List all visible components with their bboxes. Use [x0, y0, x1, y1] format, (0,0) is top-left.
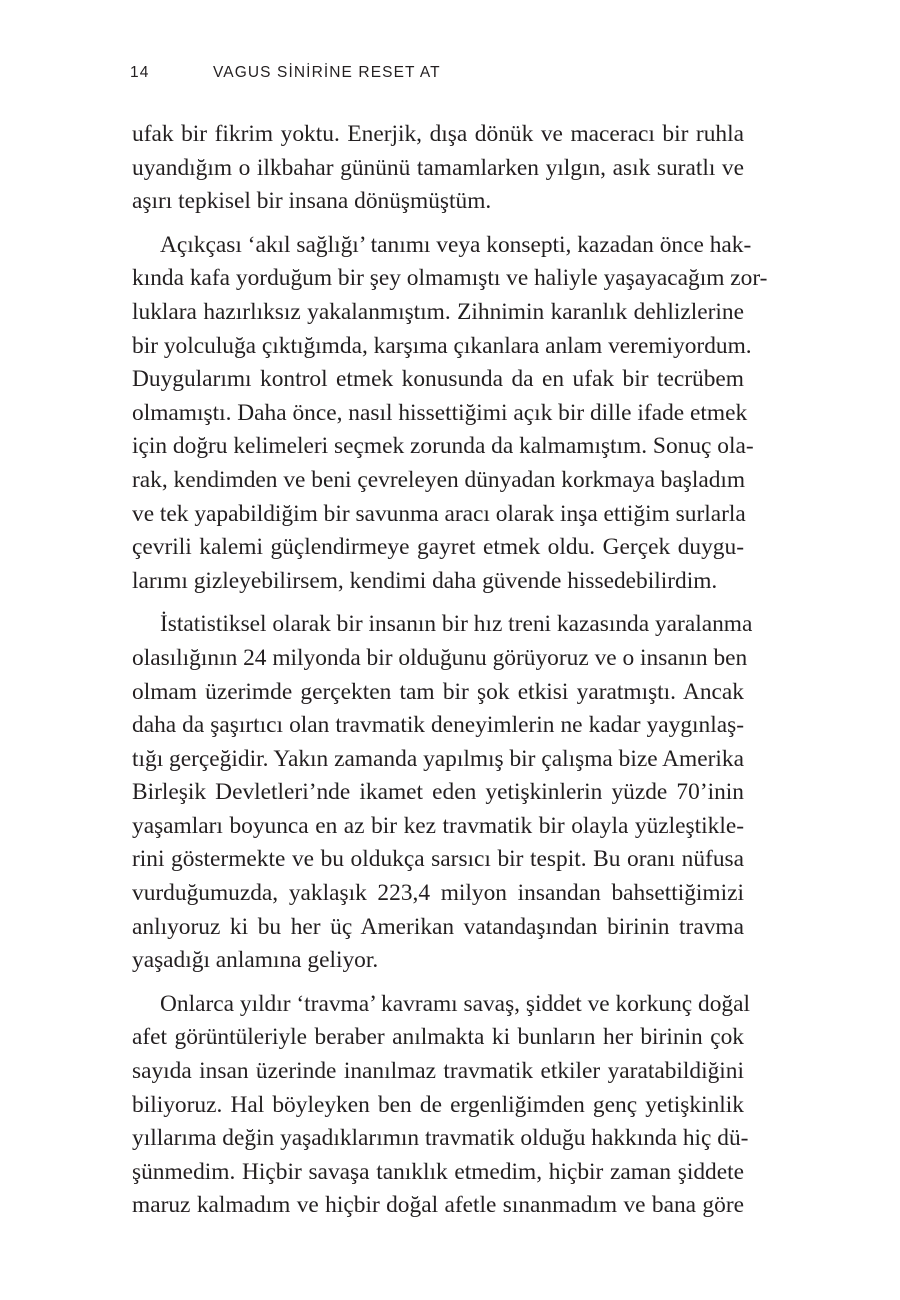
text-line: tığı gerçeğidir. Yakın zamanda yapılmış bir çalışma bize Amerika	[132, 745, 744, 772]
text-line: olasılığının 24 milyonda bir olduğunu görüyoruz ve o insanın ben	[132, 644, 748, 671]
text-line: çevrili kalemi güçlendirmeye gayret etmek oldu. Gerçek duygu-	[132, 534, 744, 561]
paragraph-3	[132, 608, 753, 978]
text-line: Duygularımı kontrol etmek konusunda da en ufak bir tecrübem	[132, 366, 744, 393]
text-line: kında kafa yorduğum bir şey olmamıştı ve haliyle yaşayacağım zor-	[132, 265, 768, 292]
text-line: luklara hazırlıksız yakalanmıştım. Zihnimin karanlık dehlizlerine	[132, 298, 744, 325]
text-line: yıllarıma değin yaşadıklarımın travmatik olduğu hakkında hiç dü-	[132, 1125, 749, 1152]
text-line: bir yolculuğa çıktığımda, karşıma çıkanlara anlam veremiyordum.	[132, 332, 752, 359]
text-line: olmamıştı. Daha önce, nasıl hissettiğimi açık bir dille ifade etmek	[132, 399, 748, 426]
text-line: biliyoruz. Hal böyleyken ben de ergenliğimden genç yetişkinlik	[132, 1091, 744, 1118]
book-title: VAGUS SİNİRİNE RESET AT	[213, 64, 441, 81]
text-line: için doğru kelimeleri seçmek zorunda da kalmamıştım. Sonuç ola-	[132, 433, 754, 460]
text-line: şünmedim. Hiçbir savaşa tanıklık etmedim, hiçbir zaman şiddete	[132, 1158, 744, 1185]
text-line: sayıda insan üzerinde inanılmaz travmatik etkiler yaratabildiğini	[132, 1058, 744, 1085]
text-line: Açıkçası ‘akıl sağlığı’ tanımı veya konsepti, kazadan önce hak-	[160, 231, 752, 258]
text-line: daha da şaşırtıcı olan travmatik deneyimlerin ne kadar yaygınlaş-	[132, 712, 744, 739]
text-line: anlıyoruz ki bu her üç Amerikan vatandaşından birinin travma	[132, 913, 744, 940]
text-line: maruz kalmadım ve hiçbir doğal afetle sınanmadım ve bana göre	[132, 1192, 744, 1219]
text-line: rak, kendimden ve beni çevreleyen dünyadan korkmaya başladım	[132, 466, 746, 493]
text-line: olmam üzerimde gerçekten tam bir şok etkisi yaratmıştı. Ancak	[132, 678, 744, 705]
text-line: ve tek yapabildiğim bir savunma aracı olarak inşa ettiğim surlarla	[132, 500, 746, 527]
text-line: uyandığım o ilkbahar gününü tamamlarken yılgın, asık suratlı ve	[132, 154, 744, 181]
body-text	[132, 118, 768, 1233]
text-line: yaşamları boyunca en az bir kez travmatik bir olayla yüzleştikle-	[132, 812, 744, 839]
text-line: aşırı tepkisel bir insana dönüşmüştüm.	[132, 188, 492, 215]
paragraph-1	[132, 118, 744, 219]
text-line: rini göstermekte ve bu oldukça sarsıcı bir tespit. Bu oranı nüfusa	[132, 846, 744, 873]
paragraph-4	[132, 988, 750, 1223]
text-line: vurduğumuzda, yaklaşık 223,4 milyon insandan bahsettiğimizi	[132, 880, 744, 907]
text-line: larımı gizleyebilirsem, kendimi daha güvende hissedebilirdim.	[132, 567, 718, 594]
text-line: Onlarca yıldır ‘travma’ kavramı savaş, şiddet ve korkunç doğal	[160, 990, 750, 1017]
text-line: İstatistiksel olarak bir insanın bir hız treni kazasında yaralanma	[160, 611, 753, 638]
text-line: afet görüntüleriyle beraber anılmakta ki bunların her birinin çok	[132, 1024, 744, 1051]
text-line: yaşadığı anlamına geliyor.	[132, 947, 379, 974]
page-number: 14	[130, 64, 150, 81]
text-line: Birleşik Devletleri’nde ikamet eden yetişkinlerin yüzde 70’inin	[132, 779, 744, 806]
paragraph-2	[132, 229, 768, 599]
text-line: ufak bir fikrim yoktu. Enerjik, dışa dönük ve maceracı bir ruhla	[132, 121, 744, 147]
